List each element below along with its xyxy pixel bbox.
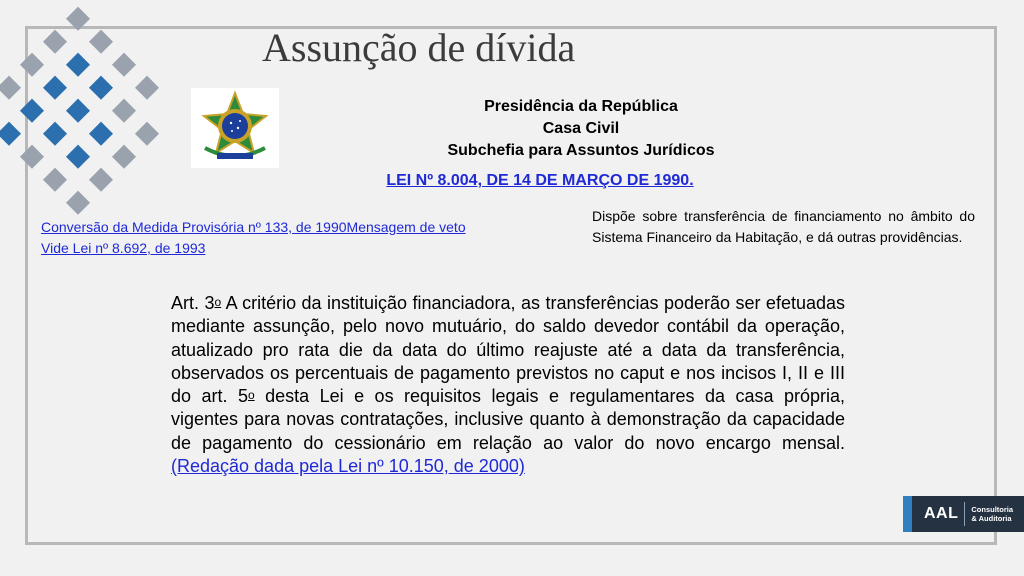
article-prefix: Art. 3: [171, 293, 215, 313]
article-part-1: A critério da instituição financiadora, as transferências poderão ser efetuadas mediante assunção, pelo novo mutuário, do saldo devedor contábil da operação, atualizado pro rata die da data do último reajuste até a data da transferência, observados os percentuais de pagamento previstos no caput e nos incisos I, II e III do art. 5: [171, 293, 845, 407]
issuer-line-subchefia: Subchefia para Assuntos Jurídicos: [447, 142, 715, 159]
law-summary: Dispõe sobre transferência de financiamento no âmbito do Sistema Financeiro da Habitação, e dá outras providências.: [592, 208, 975, 245]
article-text: [171, 292, 845, 478]
brand-separator: [964, 502, 965, 526]
brand-name: AAL: [924, 505, 959, 522]
law-title-link[interactable]: LEI Nº 8.004, DE 14 DE MARÇO DE 1990.: [386, 172, 694, 189]
ordinal-superscript: o: [247, 388, 255, 403]
brand-accent-stripe: [903, 496, 912, 532]
issuer-line-casa-civil: Casa Civil: [542, 120, 620, 137]
slide-title: Assunção de dívida: [262, 25, 576, 70]
diamond-pattern-logo: [0, 0, 170, 230]
amendment-link[interactable]: (Redação dada pela Lei nº 10.150, de 2000): [171, 456, 525, 477]
brand-tagline: [971, 505, 1013, 523]
related-links: [41, 217, 571, 259]
article-part-2: desta Lei e os requisitos legais e regulamentares da casa própria, vigentes para novas contratações, inclusive quanto à demonstração da capacidade de pagamento do cessionário em relação ao valor do novo encargo mensal.: [171, 386, 845, 453]
brand-tagline-line-1: Consultoria: [971, 505, 1014, 514]
brazil-coat-of-arms-icon: [191, 88, 279, 168]
brand-badge: [903, 496, 1024, 532]
veto-message-link[interactable]: Mensagem de veto: [346, 219, 466, 235]
ordinal-superscript: o: [214, 295, 222, 309]
vide-link[interactable]: Vide Lei nº 8.692, de 1993: [41, 240, 206, 256]
related-links-row: [41, 217, 571, 238]
issuer-header: [400, 96, 762, 162]
brand-tagline-line-2: & Auditoria: [971, 514, 1012, 523]
issuer-line-presidency: Presidência da República: [484, 98, 678, 115]
conversion-link[interactable]: Conversão da Medida Provisória nº 133, de 1990: [41, 219, 347, 235]
